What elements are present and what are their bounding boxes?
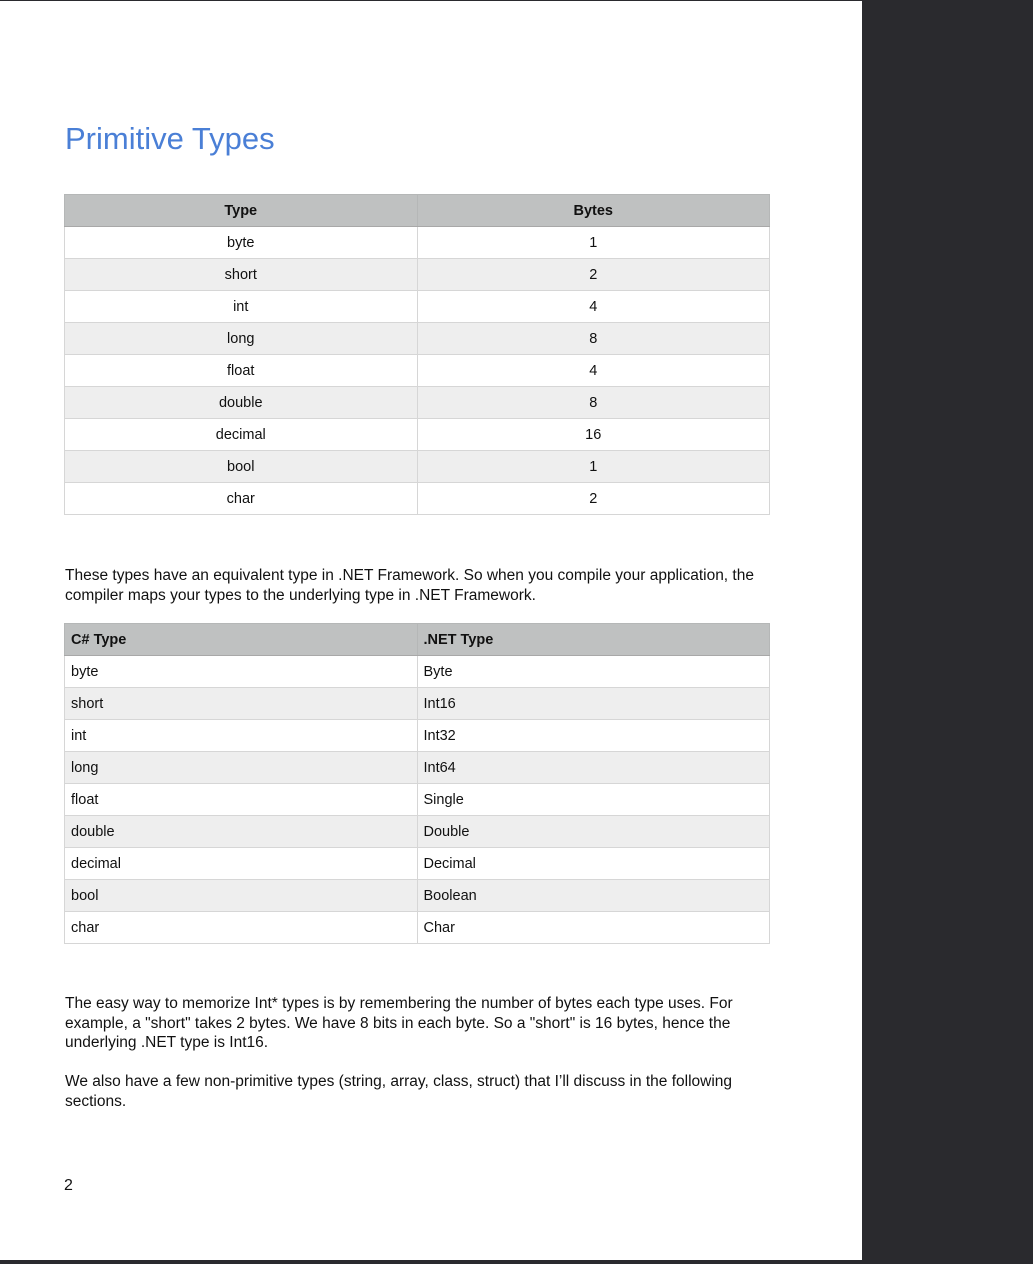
type-cell: short <box>65 259 418 291</box>
bytes-cell: 8 <box>417 387 770 419</box>
table-row <box>65 720 770 752</box>
dotnet-type-cell: Single <box>417 784 770 816</box>
dotnet-type-cell: Int64 <box>417 752 770 784</box>
column-header-type: Type <box>65 195 418 227</box>
dotnet-type-cell: Boolean <box>417 880 770 912</box>
memorize-paragraph: The easy way to memorize Int* types is by remembering the number of bytes each type uses. For example, a "short" takes 2 bytes. We have 8 bits in each byte. So a "short" is 16 bytes, hence the underlying .NET type is Int16. <box>65 995 733 1052</box>
type-cell: float <box>65 355 418 387</box>
table-row <box>65 419 770 451</box>
csharp-type-cell: float <box>65 784 418 816</box>
table-row <box>65 483 770 515</box>
table-header-row <box>65 624 770 656</box>
bytes-cell: 2 <box>417 259 770 291</box>
csharp-type-cell: int <box>65 720 418 752</box>
csharp-type-cell: long <box>65 752 418 784</box>
bytes-cell: 4 <box>417 291 770 323</box>
dotnet-type-cell: Byte <box>417 656 770 688</box>
csharp-type-cell: double <box>65 816 418 848</box>
type-cell: int <box>65 291 418 323</box>
dotnet-type-cell: Int16 <box>417 688 770 720</box>
table-row <box>65 656 770 688</box>
table-row <box>65 387 770 419</box>
bytes-cell: 8 <box>417 323 770 355</box>
table-row <box>65 323 770 355</box>
csharp-type-cell: decimal <box>65 848 418 880</box>
type-cell: byte <box>65 227 418 259</box>
type-bytes-table <box>64 194 770 515</box>
csharp-dotnet-type-table <box>64 623 770 944</box>
non-primitive-paragraph: We also have a few non-primitive types (string, array, class, struct) that I’ll discuss in the following sections. <box>65 1073 733 1110</box>
dotnet-type-cell: Decimal <box>417 848 770 880</box>
table-row <box>65 355 770 387</box>
column-header-bytes: Bytes <box>417 195 770 227</box>
csharp-type-cell: short <box>65 688 418 720</box>
table-row <box>65 688 770 720</box>
table-row <box>65 816 770 848</box>
bytes-cell: 16 <box>417 419 770 451</box>
table-row <box>65 227 770 259</box>
column-header-csharp-type: C# Type <box>65 624 418 656</box>
table-row <box>65 880 770 912</box>
intro-paragraph: These types have an equivalent type in .NET Framework. So when you compile your application, the compiler maps your types to the underlying type in .NET Framework. <box>65 567 754 604</box>
table-row <box>65 784 770 816</box>
type-cell: long <box>65 323 418 355</box>
bytes-cell: 4 <box>417 355 770 387</box>
dotnet-type-cell: Double <box>417 816 770 848</box>
csharp-type-cell: byte <box>65 656 418 688</box>
type-cell: bool <box>65 451 418 483</box>
bytes-cell: 2 <box>417 483 770 515</box>
table-row <box>65 291 770 323</box>
dotnet-type-cell: Char <box>417 912 770 944</box>
dotnet-type-cell: Int32 <box>417 720 770 752</box>
bytes-cell: 1 <box>417 227 770 259</box>
type-cell: char <box>65 483 418 515</box>
page-number: 2 <box>64 1177 73 1194</box>
type-cell: decimal <box>65 419 418 451</box>
table-header-row <box>65 195 770 227</box>
page-title: Primitive Types <box>65 121 275 156</box>
table-row <box>65 848 770 880</box>
csharp-type-cell: bool <box>65 880 418 912</box>
type-cell: double <box>65 387 418 419</box>
table-row <box>65 912 770 944</box>
viewer-bottom-border <box>0 1260 862 1264</box>
column-header-dotnet-type: .NET Type <box>417 624 770 656</box>
table-row <box>65 752 770 784</box>
csharp-type-cell: char <box>65 912 418 944</box>
table-row <box>65 451 770 483</box>
table-row <box>65 259 770 291</box>
bytes-cell: 1 <box>417 451 770 483</box>
